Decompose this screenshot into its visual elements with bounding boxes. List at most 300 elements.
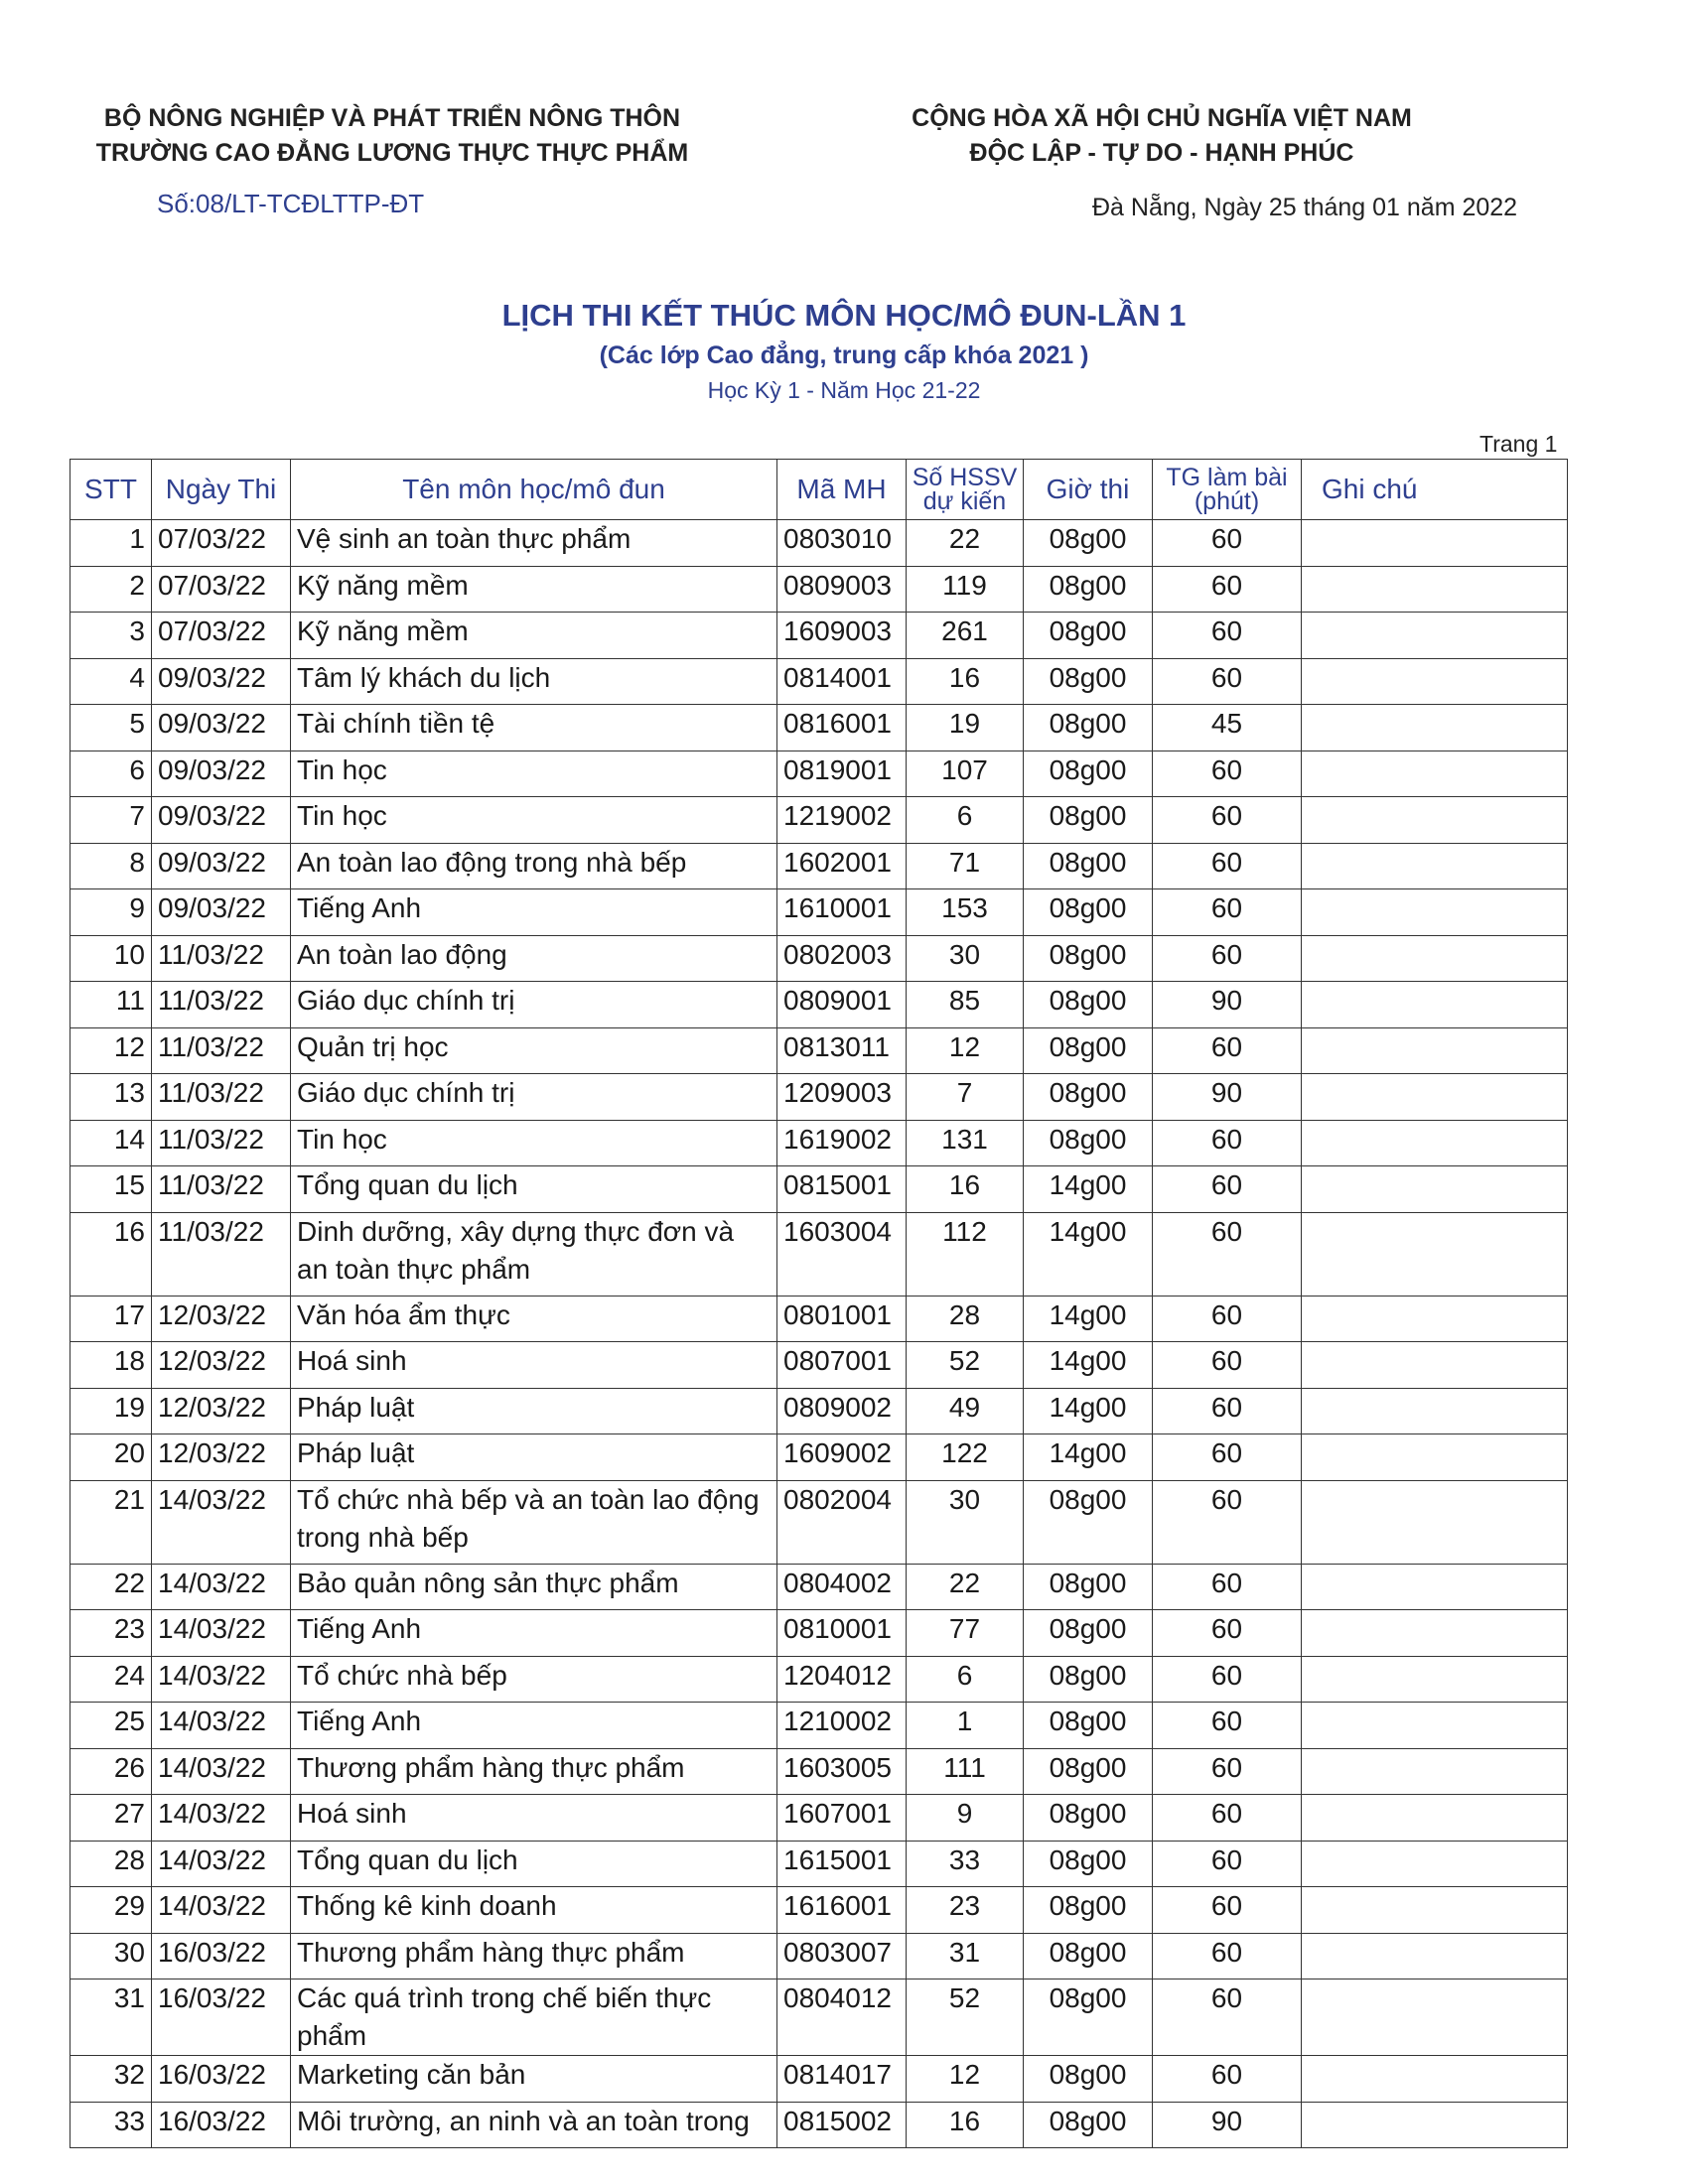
row-exam-time: 14g00 bbox=[1024, 1212, 1153, 1296]
row-exam-time: 08g00 bbox=[1024, 1610, 1153, 1657]
row-exam-time: 08g00 bbox=[1024, 935, 1153, 982]
national-header bbox=[874, 101, 1450, 171]
row-subject: Tài chính tiền tệ bbox=[291, 705, 777, 751]
row-student-count: 261 bbox=[907, 613, 1024, 659]
table-row bbox=[70, 1564, 1568, 1610]
table-row bbox=[70, 1166, 1568, 1213]
row-code: 0803010 bbox=[777, 520, 907, 567]
row-student-count: 22 bbox=[907, 1564, 1024, 1610]
row-exam-time: 14g00 bbox=[1024, 1166, 1153, 1213]
row-subject: Tổ chức nhà bếp bbox=[291, 1656, 777, 1703]
row-student-count: 31 bbox=[907, 1933, 1024, 1979]
table-row bbox=[70, 1703, 1568, 1749]
table-row bbox=[70, 520, 1568, 567]
row-subject: Pháp luật bbox=[291, 1434, 777, 1481]
row-note bbox=[1302, 1887, 1568, 1934]
row-note bbox=[1302, 1610, 1568, 1657]
row-code: 1610001 bbox=[777, 889, 907, 936]
table-row bbox=[70, 1887, 1568, 1934]
table-row bbox=[70, 1074, 1568, 1121]
row-stt: 23 bbox=[70, 1610, 152, 1657]
row-duration: 60 bbox=[1153, 1388, 1302, 1434]
row-duration: 60 bbox=[1153, 566, 1302, 613]
row-date: 14/03/22 bbox=[152, 1703, 291, 1749]
table-row bbox=[70, 1979, 1568, 2056]
row-stt: 31 bbox=[70, 1979, 152, 2056]
row-student-count: 85 bbox=[907, 982, 1024, 1028]
row-date: 09/03/22 bbox=[152, 705, 291, 751]
row-stt: 21 bbox=[70, 1480, 152, 1564]
row-note bbox=[1302, 843, 1568, 889]
row-subject: Tiếng Anh bbox=[291, 1703, 777, 1749]
row-subject: Bảo quản nông sản thực phẩm bbox=[291, 1564, 777, 1610]
row-note bbox=[1302, 1703, 1568, 1749]
row-code: 0802004 bbox=[777, 1480, 907, 1564]
table-row bbox=[70, 2102, 1568, 2148]
row-duration: 60 bbox=[1153, 1212, 1302, 1296]
row-exam-time: 08g00 bbox=[1024, 566, 1153, 613]
col-header-stt: STT bbox=[70, 460, 152, 520]
col-header-note: Ghi chú bbox=[1302, 460, 1568, 520]
row-code: 1609003 bbox=[777, 613, 907, 659]
row-stt: 29 bbox=[70, 1887, 152, 1934]
table-row bbox=[70, 1748, 1568, 1795]
row-duration: 60 bbox=[1153, 1434, 1302, 1481]
table-row bbox=[70, 889, 1568, 936]
row-exam-time: 08g00 bbox=[1024, 2056, 1153, 2103]
row-date: 14/03/22 bbox=[152, 1795, 291, 1842]
ministry-name: BỘ NÔNG NGHIỆP VÀ PHÁT TRIỂN NÔNG THÔN bbox=[103, 104, 681, 132]
row-exam-time: 08g00 bbox=[1024, 520, 1153, 567]
row-note bbox=[1302, 1120, 1568, 1166]
term-label: Học Kỳ 1 - Năm Học 21-22 bbox=[707, 377, 981, 403]
row-subject: Pháp luật bbox=[291, 1388, 777, 1434]
row-subject: Hoá sinh bbox=[291, 1342, 777, 1389]
row-date: 14/03/22 bbox=[152, 1610, 291, 1657]
row-exam-time: 08g00 bbox=[1024, 982, 1153, 1028]
row-exam-time: 08g00 bbox=[1024, 889, 1153, 936]
table-row bbox=[70, 1610, 1568, 1657]
row-date: 09/03/22 bbox=[152, 843, 291, 889]
row-student-count: 71 bbox=[907, 843, 1024, 889]
row-date: 09/03/22 bbox=[152, 889, 291, 936]
row-date: 09/03/22 bbox=[152, 751, 291, 797]
row-duration: 60 bbox=[1153, 1342, 1302, 1389]
row-duration: 60 bbox=[1153, 1841, 1302, 1887]
row-student-count: 28 bbox=[907, 1296, 1024, 1342]
row-note bbox=[1302, 705, 1568, 751]
row-note bbox=[1302, 889, 1568, 936]
row-stt: 1 bbox=[70, 520, 152, 567]
row-subject: Tin học bbox=[291, 797, 777, 844]
table-row bbox=[70, 982, 1568, 1028]
row-note bbox=[1302, 658, 1568, 705]
row-student-count: 16 bbox=[907, 2102, 1024, 2148]
row-stt: 10 bbox=[70, 935, 152, 982]
row-date: 16/03/22 bbox=[152, 1979, 291, 2056]
row-exam-time: 08g00 bbox=[1024, 1841, 1153, 1887]
row-note bbox=[1302, 1979, 1568, 2056]
row-student-count: 49 bbox=[907, 1388, 1024, 1434]
row-code: 1615001 bbox=[777, 1841, 907, 1887]
row-subject: Thương phẩm hàng thực phẩm bbox=[291, 1933, 777, 1979]
row-duration: 60 bbox=[1153, 751, 1302, 797]
row-student-count: 153 bbox=[907, 889, 1024, 936]
row-student-count: 119 bbox=[907, 566, 1024, 613]
table-row bbox=[70, 1027, 1568, 1074]
row-note bbox=[1302, 1212, 1568, 1296]
table-row bbox=[70, 705, 1568, 751]
row-subject: Vệ sinh an toàn thực phẩm bbox=[291, 520, 777, 567]
row-student-count: 7 bbox=[907, 1074, 1024, 1121]
row-exam-time: 14g00 bbox=[1024, 1296, 1153, 1342]
row-duration: 60 bbox=[1153, 613, 1302, 659]
row-exam-time: 14g00 bbox=[1024, 1434, 1153, 1481]
row-note bbox=[1302, 751, 1568, 797]
table-row bbox=[70, 1342, 1568, 1389]
row-code: 1603005 bbox=[777, 1748, 907, 1795]
row-stt: 4 bbox=[70, 658, 152, 705]
row-date: 12/03/22 bbox=[152, 1434, 291, 1481]
row-stt: 7 bbox=[70, 797, 152, 844]
table-row bbox=[70, 1795, 1568, 1842]
row-date: 14/03/22 bbox=[152, 1887, 291, 1934]
row-date: 09/03/22 bbox=[152, 797, 291, 844]
row-date: 14/03/22 bbox=[152, 1564, 291, 1610]
row-student-count: 16 bbox=[907, 1166, 1024, 1213]
row-code: 0815001 bbox=[777, 1166, 907, 1213]
row-note bbox=[1302, 2102, 1568, 2148]
table-row bbox=[70, 751, 1568, 797]
col-header-name: Tên môn học/mô đun bbox=[291, 460, 777, 520]
row-student-count: 112 bbox=[907, 1212, 1024, 1296]
row-exam-time: 08g00 bbox=[1024, 1795, 1153, 1842]
row-duration: 60 bbox=[1153, 2056, 1302, 2103]
row-stt: 22 bbox=[70, 1564, 152, 1610]
row-subject: Quản trị học bbox=[291, 1027, 777, 1074]
row-stt: 24 bbox=[70, 1656, 152, 1703]
row-student-count: 122 bbox=[907, 1434, 1024, 1481]
row-stt: 15 bbox=[70, 1166, 152, 1213]
row-subject: Giáo dục chính trị bbox=[291, 1074, 777, 1121]
row-date: 16/03/22 bbox=[152, 2102, 291, 2148]
col-header-time: Giờ thi bbox=[1024, 460, 1153, 520]
row-note bbox=[1302, 566, 1568, 613]
table-row bbox=[70, 935, 1568, 982]
row-note bbox=[1302, 1841, 1568, 1887]
row-stt: 32 bbox=[70, 2056, 152, 2103]
row-duration: 60 bbox=[1153, 935, 1302, 982]
row-stt: 14 bbox=[70, 1120, 152, 1166]
row-note bbox=[1302, 1795, 1568, 1842]
row-note bbox=[1302, 2056, 1568, 2103]
row-duration: 60 bbox=[1153, 889, 1302, 936]
row-stt: 28 bbox=[70, 1841, 152, 1887]
row-subject: Thống kê kinh doanh bbox=[291, 1887, 777, 1934]
row-code: 1209003 bbox=[777, 1074, 907, 1121]
row-code: 1210002 bbox=[777, 1703, 907, 1749]
row-exam-time: 08g00 bbox=[1024, 1480, 1153, 1564]
row-stt: 12 bbox=[70, 1027, 152, 1074]
row-code: 0814001 bbox=[777, 658, 907, 705]
col-header-duration-line2: (phút) bbox=[1194, 487, 1260, 515]
row-duration: 90 bbox=[1153, 2102, 1302, 2148]
row-code: 0809001 bbox=[777, 982, 907, 1028]
row-subject: Marketing căn bản bbox=[291, 2056, 777, 2103]
row-duration: 90 bbox=[1153, 1074, 1302, 1121]
row-note bbox=[1302, 613, 1568, 659]
row-date: 07/03/22 bbox=[152, 520, 291, 567]
row-note bbox=[1302, 1342, 1568, 1389]
row-code: 0802003 bbox=[777, 935, 907, 982]
row-subject: Thương phẩm hàng thực phẩm bbox=[291, 1748, 777, 1795]
row-code: 1619002 bbox=[777, 1120, 907, 1166]
row-stt: 19 bbox=[70, 1388, 152, 1434]
row-date: 16/03/22 bbox=[152, 1933, 291, 1979]
row-date: 11/03/22 bbox=[152, 1074, 291, 1121]
page-subtitle: (Các lớp Cao đẳng, trung cấp khóa 2021 ) bbox=[599, 341, 1089, 369]
col-header-count-line1: Số HSSV bbox=[912, 464, 1018, 491]
row-note bbox=[1302, 520, 1568, 567]
table-row bbox=[70, 797, 1568, 844]
row-date: 11/03/22 bbox=[152, 1166, 291, 1213]
row-stt: 27 bbox=[70, 1795, 152, 1842]
table-row bbox=[70, 1120, 1568, 1166]
row-code: 0809003 bbox=[777, 566, 907, 613]
row-duration: 60 bbox=[1153, 1656, 1302, 1703]
row-date: 14/03/22 bbox=[152, 1656, 291, 1703]
row-student-count: 30 bbox=[907, 1480, 1024, 1564]
row-date: 14/03/22 bbox=[152, 1841, 291, 1887]
row-duration: 60 bbox=[1153, 658, 1302, 705]
row-subject: Tổng quan du lịch bbox=[291, 1841, 777, 1887]
row-subject: Giáo dục chính trị bbox=[291, 982, 777, 1028]
row-stt: 26 bbox=[70, 1748, 152, 1795]
row-exam-time: 08g00 bbox=[1024, 705, 1153, 751]
row-note bbox=[1302, 797, 1568, 844]
row-code: 0804002 bbox=[777, 1564, 907, 1610]
national-motto: ĐỘC LẬP - TỰ DO - HẠNH PHÚC bbox=[969, 139, 1354, 167]
row-student-count: 16 bbox=[907, 658, 1024, 705]
row-stt: 25 bbox=[70, 1703, 152, 1749]
row-date: 07/03/22 bbox=[152, 613, 291, 659]
row-exam-time: 08g00 bbox=[1024, 1027, 1153, 1074]
row-duration: 60 bbox=[1153, 1979, 1302, 2056]
row-date: 07/03/22 bbox=[152, 566, 291, 613]
document-number: Số:08/LT-TCĐLTTP-ĐT bbox=[157, 189, 425, 218]
table-row bbox=[70, 843, 1568, 889]
row-student-count: 131 bbox=[907, 1120, 1024, 1166]
row-student-count: 23 bbox=[907, 1887, 1024, 1934]
table-row bbox=[70, 1388, 1568, 1434]
row-date: 16/03/22 bbox=[152, 2056, 291, 2103]
row-date: 11/03/22 bbox=[152, 935, 291, 982]
row-subject: Văn hóa ẩm thực bbox=[291, 1296, 777, 1342]
row-duration: 60 bbox=[1153, 1564, 1302, 1610]
row-student-count: 12 bbox=[907, 2056, 1024, 2103]
table-row bbox=[70, 613, 1568, 659]
row-duration: 60 bbox=[1153, 1027, 1302, 1074]
row-subject: Tin học bbox=[291, 751, 777, 797]
row-subject: Kỹ năng mềm bbox=[291, 613, 777, 659]
row-exam-time: 08g00 bbox=[1024, 1120, 1153, 1166]
row-date: 14/03/22 bbox=[152, 1748, 291, 1795]
country-name: CỘNG HÒA XÃ HỘI CHỦ NGHĨA VIỆT NAM bbox=[912, 104, 1412, 132]
row-code: 0803007 bbox=[777, 1933, 907, 1979]
col-header-date: Ngày Thi bbox=[152, 460, 291, 520]
row-stt: 20 bbox=[70, 1434, 152, 1481]
table-body bbox=[70, 520, 1568, 2148]
row-student-count: 19 bbox=[907, 705, 1024, 751]
row-stt: 9 bbox=[70, 889, 152, 936]
row-code: 0815002 bbox=[777, 2102, 907, 2148]
row-code: 0814017 bbox=[777, 2056, 907, 2103]
row-code: 1602001 bbox=[777, 843, 907, 889]
row-date: 11/03/22 bbox=[152, 982, 291, 1028]
row-note bbox=[1302, 1933, 1568, 1979]
table-row bbox=[70, 1434, 1568, 1481]
row-exam-time: 08g00 bbox=[1024, 2102, 1153, 2148]
row-duration: 60 bbox=[1153, 1296, 1302, 1342]
row-stt: 5 bbox=[70, 705, 152, 751]
page-title: LỊCH THI KẾT THÚC MÔN HỌC/MÔ ĐUN-LẦN 1 bbox=[501, 298, 1187, 333]
row-subject: An toàn lao động trong nhà bếp bbox=[291, 843, 777, 889]
row-student-count: 12 bbox=[907, 1027, 1024, 1074]
row-code: 1603004 bbox=[777, 1212, 907, 1296]
row-exam-time: 08g00 bbox=[1024, 658, 1153, 705]
row-note bbox=[1302, 1388, 1568, 1434]
row-exam-time: 14g00 bbox=[1024, 1388, 1153, 1434]
row-student-count: 30 bbox=[907, 935, 1024, 982]
row-code: 0810001 bbox=[777, 1610, 907, 1657]
row-student-count: 6 bbox=[907, 1656, 1024, 1703]
row-exam-time: 08g00 bbox=[1024, 751, 1153, 797]
row-subject: Tâm lý khách du lịch bbox=[291, 658, 777, 705]
row-exam-time: 08g00 bbox=[1024, 1703, 1153, 1749]
row-date: 11/03/22 bbox=[152, 1212, 291, 1296]
row-duration: 60 bbox=[1153, 1480, 1302, 1564]
col-header-code: Mã MH bbox=[777, 460, 907, 520]
row-duration: 60 bbox=[1153, 1795, 1302, 1842]
row-note bbox=[1302, 1564, 1568, 1610]
row-subject: Hoá sinh bbox=[291, 1795, 777, 1842]
row-duration: 60 bbox=[1153, 1166, 1302, 1213]
row-student-count: 9 bbox=[907, 1795, 1024, 1842]
row-code: 0819001 bbox=[777, 751, 907, 797]
row-student-count: 33 bbox=[907, 1841, 1024, 1887]
row-note bbox=[1302, 1166, 1568, 1213]
row-subject: Tiếng Anh bbox=[291, 889, 777, 936]
school-name: TRƯỜNG CAO ĐẲNG LƯƠNG THỰC THỰC PHẨM bbox=[95, 139, 689, 167]
row-date: 12/03/22 bbox=[152, 1342, 291, 1389]
row-exam-time: 08g00 bbox=[1024, 1933, 1153, 1979]
row-duration: 60 bbox=[1153, 1748, 1302, 1795]
row-duration: 90 bbox=[1153, 982, 1302, 1028]
col-header-duration-line1: TG làm bài bbox=[1166, 464, 1288, 491]
row-exam-time: 08g00 bbox=[1024, 1748, 1153, 1795]
row-stt: 13 bbox=[70, 1074, 152, 1121]
row-code: 1219002 bbox=[777, 797, 907, 844]
row-duration: 60 bbox=[1153, 520, 1302, 567]
row-note bbox=[1302, 935, 1568, 982]
row-date: 12/03/22 bbox=[152, 1388, 291, 1434]
row-stt: 6 bbox=[70, 751, 152, 797]
row-subject: Tổng quan du lịch bbox=[291, 1166, 777, 1213]
col-header-duration bbox=[1153, 460, 1302, 520]
row-exam-time: 14g00 bbox=[1024, 1342, 1153, 1389]
document-date: Đà Nẵng, Ngày 25 tháng 01 năm 2022 bbox=[1092, 194, 1518, 221]
row-date: 09/03/22 bbox=[152, 658, 291, 705]
row-date: 11/03/22 bbox=[152, 1120, 291, 1166]
row-exam-time: 08g00 bbox=[1024, 1074, 1153, 1121]
row-note bbox=[1302, 1748, 1568, 1795]
table-header-row bbox=[70, 460, 1568, 520]
row-exam-time: 08g00 bbox=[1024, 843, 1153, 889]
row-note bbox=[1302, 1434, 1568, 1481]
row-note bbox=[1302, 1027, 1568, 1074]
row-stt: 18 bbox=[70, 1342, 152, 1389]
row-subject: Các quá trình trong chế biến thực phẩm bbox=[291, 1979, 777, 2056]
row-exam-time: 08g00 bbox=[1024, 1979, 1153, 2056]
row-exam-time: 08g00 bbox=[1024, 613, 1153, 659]
row-duration: 60 bbox=[1153, 843, 1302, 889]
row-student-count: 107 bbox=[907, 751, 1024, 797]
page-number: Trang 1 bbox=[1479, 431, 1558, 457]
row-date: 12/03/22 bbox=[152, 1296, 291, 1342]
row-stt: 16 bbox=[70, 1212, 152, 1296]
table-row bbox=[70, 1933, 1568, 1979]
row-code: 1616001 bbox=[777, 1887, 907, 1934]
row-exam-time: 08g00 bbox=[1024, 797, 1153, 844]
row-subject: Tiếng Anh bbox=[291, 1610, 777, 1657]
row-subject: Dinh dưỡng, xây dựng thực đơn và an toàn thực phẩm bbox=[291, 1212, 777, 1296]
row-stt: 17 bbox=[70, 1296, 152, 1342]
row-code: 0807001 bbox=[777, 1342, 907, 1389]
table-row bbox=[70, 566, 1568, 613]
row-note bbox=[1302, 982, 1568, 1028]
row-subject: Tổ chức nhà bếp và an toàn lao động trong nhà bếp bbox=[291, 1480, 777, 1564]
exam-schedule-table bbox=[70, 459, 1568, 2148]
row-student-count: 52 bbox=[907, 1979, 1024, 2056]
table-row bbox=[70, 658, 1568, 705]
row-student-count: 77 bbox=[907, 1610, 1024, 1657]
row-student-count: 6 bbox=[907, 797, 1024, 844]
row-note bbox=[1302, 1296, 1568, 1342]
table-row bbox=[70, 1212, 1568, 1296]
table-row bbox=[70, 1480, 1568, 1564]
row-stt: 30 bbox=[70, 1933, 152, 1979]
row-exam-time: 08g00 bbox=[1024, 1656, 1153, 1703]
row-duration: 45 bbox=[1153, 705, 1302, 751]
row-duration: 60 bbox=[1153, 1933, 1302, 1979]
row-code: 1609002 bbox=[777, 1434, 907, 1481]
table-row bbox=[70, 1656, 1568, 1703]
row-subject: Môi trường, an ninh và an toàn trong bbox=[291, 2102, 777, 2148]
row-subject: Kỹ năng mềm bbox=[291, 566, 777, 613]
table-row bbox=[70, 2056, 1568, 2103]
row-student-count: 111 bbox=[907, 1748, 1024, 1795]
row-note bbox=[1302, 1480, 1568, 1564]
table-row bbox=[70, 1841, 1568, 1887]
row-code: 0816001 bbox=[777, 705, 907, 751]
row-subject: Tin học bbox=[291, 1120, 777, 1166]
row-code: 0813011 bbox=[777, 1027, 907, 1074]
row-duration: 60 bbox=[1153, 1887, 1302, 1934]
row-code: 1204012 bbox=[777, 1656, 907, 1703]
col-header-count-line2: dự kiến bbox=[922, 487, 1007, 515]
row-duration: 60 bbox=[1153, 797, 1302, 844]
row-date: 14/03/22 bbox=[152, 1480, 291, 1564]
